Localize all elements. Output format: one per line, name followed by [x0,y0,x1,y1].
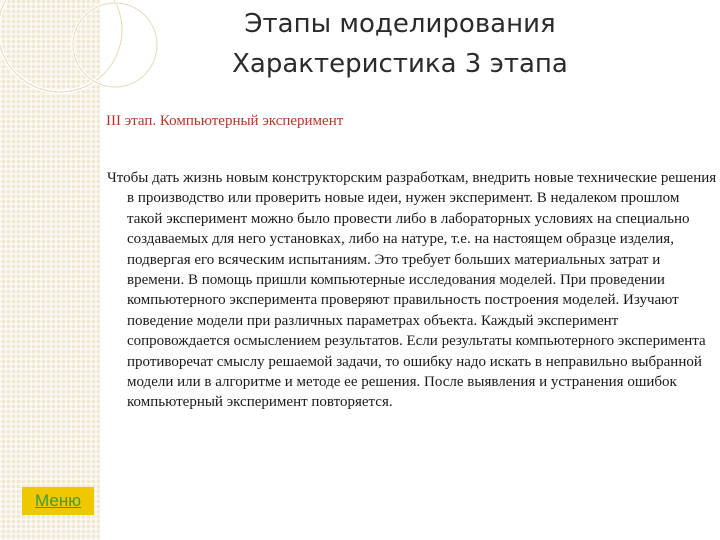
body-paragraph: Чтобы дать жизнь новым конструкторским разработкам, внедрить новые технические решения в производство или проверить новые идеи, нужен эксперимент. В недалеком прошлом такой эксперимент можно было провести либо в лабораторных условиях на специально создаваемых для него установках, либо на натуре, т.е. на настоящем образце изделия, подвергая его всяческим испытаниям. Это требует больших материальных затрат и времени. В помощь пришли компьютерные исследования моделей. При проведении компьютерного эксперимента проверяют правильность построения моделей. Изучают поведение модели при различных параметрах объекта. Каждый эксперимент сопровождается осмыслением результатов. Если результаты компьютерного эксперимента противоречат смыслу решаемой задачи, то ошибку надо искать в неправильно выбранной модели или в алгоритме и методе ее решения. После выявления и устранения ошибок компьютерный эксперимент повторяется. [107,170,717,411]
title-line-1: Этапы моделирования [244,9,556,39]
slide-subtitle: III этап. Компьютерный эксперимент [106,113,344,129]
slide-title [150,4,650,84]
menu-button[interactable]: Меню [22,487,94,515]
title-line-2: Характеристика 3 этапа [232,49,568,79]
